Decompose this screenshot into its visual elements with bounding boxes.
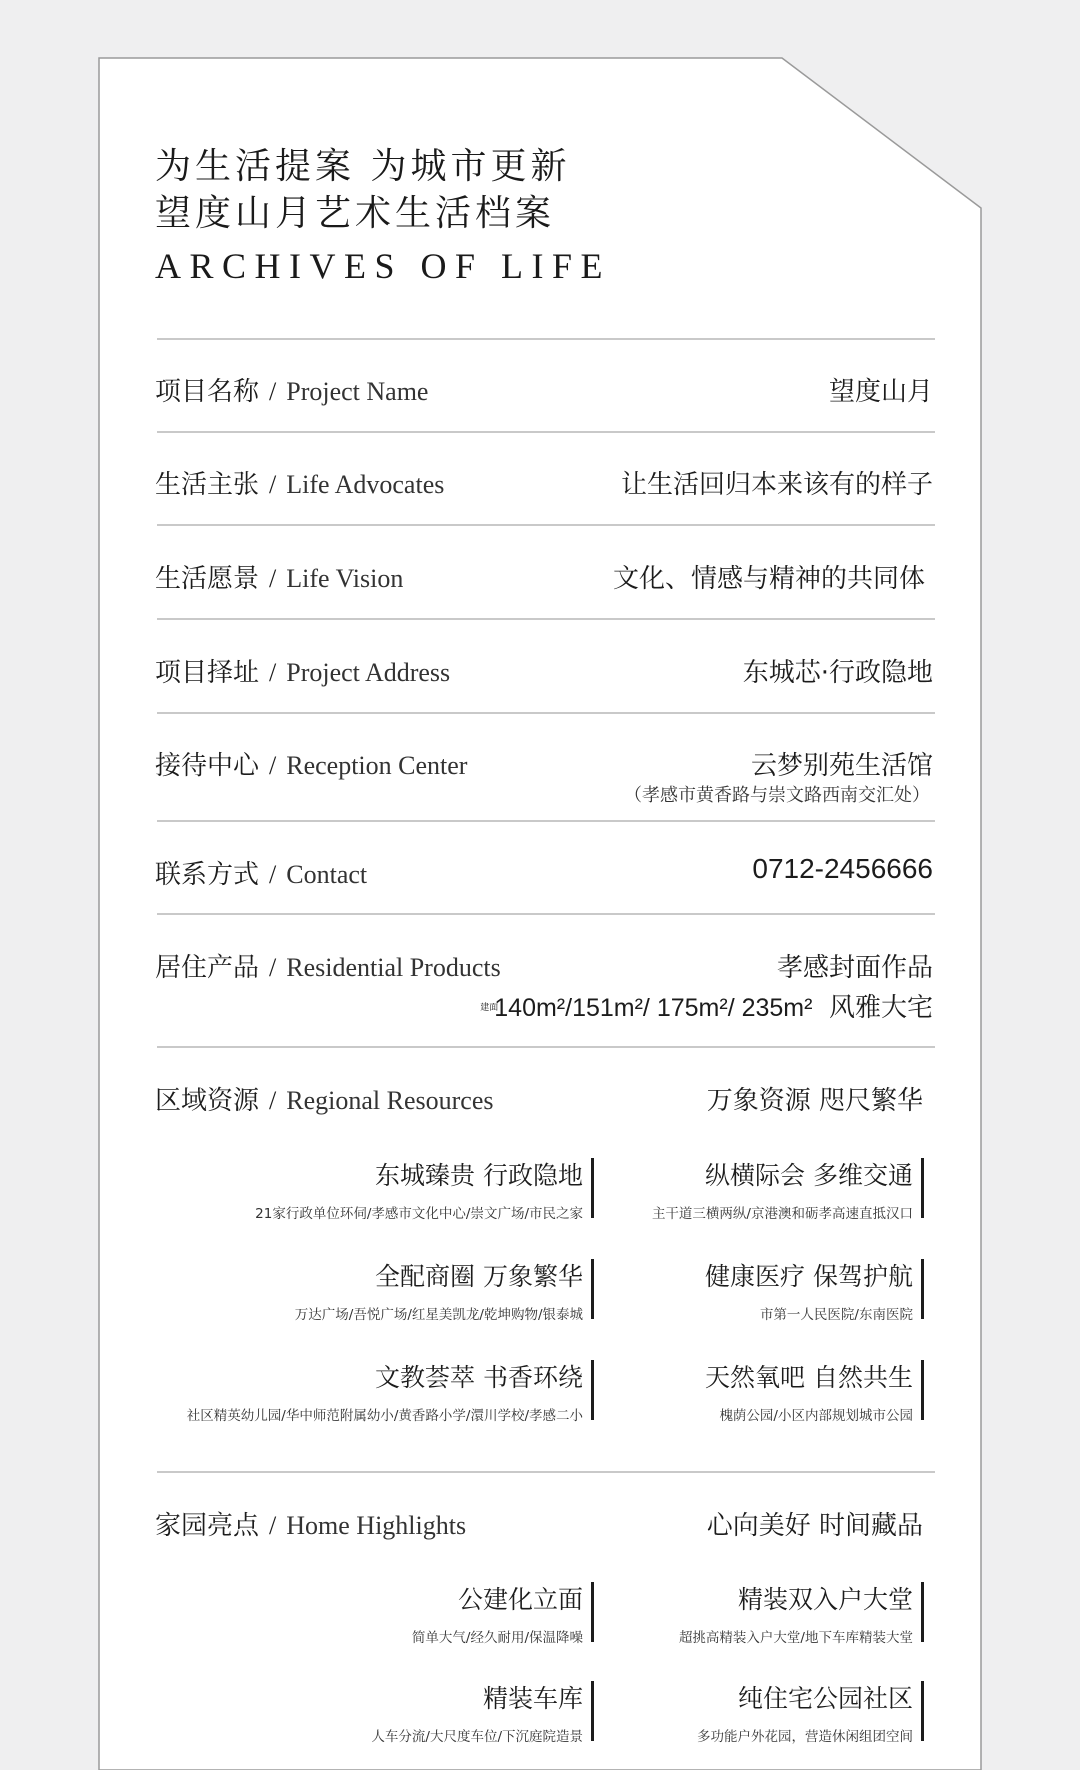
row-label-home-highlights: 家园亮点 / Home Highlights — [155, 1511, 467, 1541]
row-label-contact: 联系方式 / Contact — [155, 860, 368, 890]
item-bar — [921, 1158, 924, 1218]
row-value-regional-resources: 万象资源 咫尺繁华 — [706, 1086, 923, 1116]
row-label-life-vision: 生活愿景 / Life Vision — [155, 564, 404, 594]
divider — [157, 820, 935, 822]
row-value-home-highlights: 心向美好 时间藏品 — [706, 1511, 923, 1541]
row-label-project-name: 项目名称 / Project Name — [155, 377, 429, 407]
highlight-item: 精装车库 人车分流/大尺度车位/下沉庭院造景 — [371, 1684, 583, 1745]
item-bar — [591, 1582, 594, 1642]
row-value-project-address: 东城芯·行政隐地 — [742, 658, 933, 688]
row-label-reception-center: 接待中心 / Reception Center — [155, 751, 468, 781]
item-bar — [921, 1582, 924, 1642]
area-values: 140m²/151m²/ 175m²/ 235m² — [494, 994, 813, 1022]
row-label-residential-products: 居住产品 / Residential Products — [155, 953, 501, 983]
item-bar — [591, 1259, 594, 1319]
row-value-reception-center: 云梦别苑生活馆 — [750, 751, 933, 781]
row-value-project-name: 望度山月 — [828, 377, 933, 407]
row-value-residential-products: 孝感封面作品 — [776, 953, 933, 983]
item-bar — [921, 1681, 924, 1741]
highlight-item: 公建化立面 简单大气/经久耐用/保温降噪 — [411, 1585, 583, 1646]
title-english: ARCHIVES OF LIFE — [155, 246, 612, 286]
regional-item: 纵横际会 多维交通 主干道三横两纵/京港澳和砺孝高速直抵汉口 — [651, 1161, 913, 1222]
highlight-item: 纯住宅公园社区 多功能户外花园，营造休闲组团空间 — [697, 1684, 913, 1745]
reception-address: （孝感市黄香路与崇文路西南交汇处） — [624, 785, 930, 806]
area-label: 建面 — [480, 1003, 499, 1013]
title-line-1: 为生活提案 为城市更新 — [155, 146, 571, 187]
divider — [157, 338, 935, 340]
divider — [157, 712, 935, 714]
divider — [157, 618, 935, 620]
row-label-project-address: 项目择址 / Project Address — [155, 658, 451, 688]
item-bar — [591, 1158, 594, 1218]
regional-item: 文教荟萃 书香环绕 社区精英幼儿园/华中师范附属幼小/黄香路小学/澴川学校/孝感二小 — [186, 1363, 583, 1424]
row-value-life-advocates: 让生活回归本来该有的样子 — [620, 470, 933, 500]
divider — [157, 913, 935, 915]
regional-item: 东城臻贵 行政隐地 21家行政单位环伺/孝感市文化中心/崇文广场/市民之家 — [255, 1161, 583, 1222]
regional-item: 天然氧吧 自然共生 槐荫公园/小区内部规划城市公园 — [705, 1363, 913, 1424]
item-bar — [591, 1360, 594, 1420]
regional-item: 全配商圈 万象繁华 万达广场/吾悦广场/红星美凯龙/乾坤购物/银泰城 — [294, 1262, 583, 1323]
row-label-life-advocates: 生活主张 / Life Advocates — [155, 470, 445, 500]
highlight-item: 精装双入户大堂 超挑高精装入户大堂/地下车库精装大堂 — [678, 1585, 913, 1646]
regional-item: 健康医疗 保驾护航 市第一人民医院/东南医院 — [705, 1262, 913, 1323]
divider — [157, 524, 935, 526]
row-label-regional-resources: 区域资源 / Regional Resources — [155, 1086, 494, 1116]
divider — [157, 1046, 935, 1048]
title-line-2: 望度山月艺术生活档案 — [155, 193, 556, 234]
item-bar — [591, 1681, 594, 1741]
row-value-life-vision: 文化、情感与精神的共同体 — [612, 564, 925, 594]
row-value-contact[interactable]: 0712-2456666 — [752, 853, 933, 884]
item-bar — [921, 1360, 924, 1420]
item-bar — [921, 1259, 924, 1319]
area-tail: 风雅大宅 — [828, 993, 933, 1023]
residential-areas-line — [480, 987, 933, 1024]
divider — [157, 1471, 935, 1473]
divider — [157, 431, 935, 433]
